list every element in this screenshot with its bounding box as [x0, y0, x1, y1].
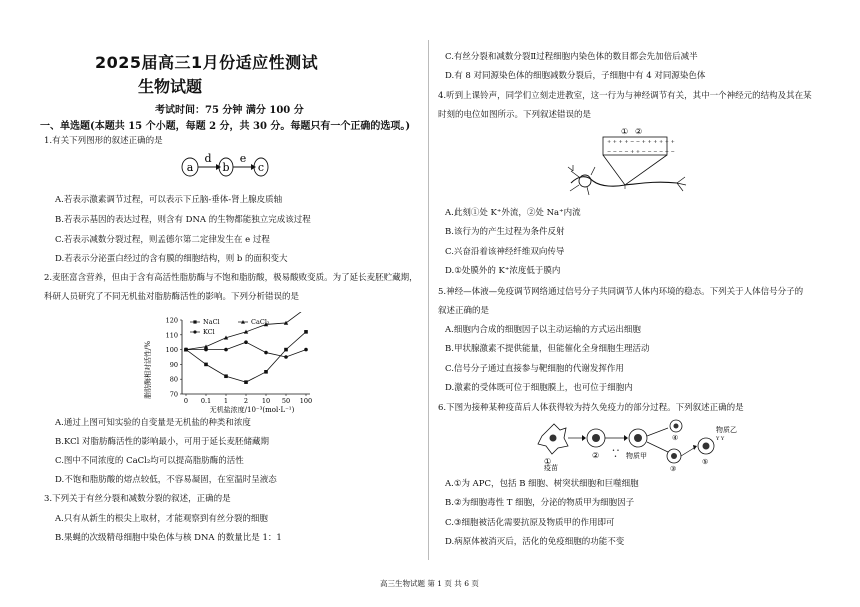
- y-tick-label: 70: [169, 390, 178, 399]
- q5-option-d: D.激素的受体既可位于细胞膜上，也可位于细胞内: [445, 383, 633, 393]
- point-0-2: [224, 374, 228, 378]
- q6-option-a: A.①为 APC，包括 B 细胞、树突状细胞和巨噬细胞: [445, 479, 639, 489]
- point-0-5: [284, 348, 288, 352]
- section-heading: 一、单选题(本题共 15 个小题，每题 2 分，共 30 分。每题只有一个正确的选项。): [40, 121, 411, 132]
- q1-option-d: D.若表示分泌蛋白经过的含有膜的细胞结构，则 b 的面积变大: [55, 254, 288, 264]
- neuron-body: [571, 177, 677, 186]
- subject-title: 生物试题: [138, 77, 203, 96]
- point-0-3: [244, 380, 248, 384]
- edge-e: e: [239, 153, 247, 165]
- y-axis-label: 脂肪酶相对活性/%: [144, 340, 152, 400]
- exam-title: 2025届高三1月份适应性测试: [95, 53, 319, 72]
- q2-stem-line1: 2.麦胚富含营养，但由于含有高活性脂肪酶与不饱和脂肪酸，极易酸败变质。为了延长麦胚贮藏期，: [44, 273, 418, 283]
- q5-option-a: A.细胞内合成的细胞因子以主动运输的方式运出细胞: [445, 325, 641, 335]
- q4-option-d: D.①处膜外的 K⁺浓度低于膜内: [445, 266, 561, 276]
- q1-option-c: C.若表示减数分裂过程，则孟德尔第二定律发生在 e 过程: [55, 235, 270, 245]
- y-tick-label: 120: [165, 316, 178, 325]
- edge-d: d: [204, 153, 212, 165]
- svg-text:+ + + + − − + + + + + +: + + + + − − + + + + + +: [607, 139, 675, 145]
- series-line-0: [186, 332, 306, 382]
- point-2-5: [284, 355, 288, 359]
- q4-option-b: B.该行为的产生过程为条件反射: [445, 227, 565, 237]
- point-2-2: [224, 348, 228, 352]
- y-tick-label: 90: [169, 360, 178, 369]
- marker-1: ①: [621, 127, 629, 136]
- column-divider: [428, 40, 429, 560]
- point-0-1: [204, 363, 208, 367]
- substance-b-label: 物质乙: [716, 426, 737, 434]
- y-axis-label-group: [143, 341, 152, 399]
- marker-c4: ④: [672, 434, 679, 442]
- point-0-4: [264, 370, 268, 374]
- q2-option-c: C.图中不同浓度的 CaCl₂均可以提高脂肪酶的活性: [55, 456, 244, 466]
- y-tick-label: 110: [165, 331, 178, 340]
- vaccine-label: 疫苗: [544, 464, 558, 472]
- q1-stem: 1.有关下列图形的叙述正确的是: [44, 136, 163, 146]
- immune-diagram: [530, 418, 745, 473]
- point-2-4: [264, 351, 268, 355]
- q5-option-b: B.甲状腺激素不提供能量，但能催化全身细胞生理活动: [445, 344, 650, 354]
- svg-text:• •: • •: [612, 448, 620, 454]
- x-axis-label: 无机盐浓度/10⁻³(mol·L⁻¹): [209, 406, 295, 414]
- q6-option-c: C.③细胞被活化需要抗原及物质甲的作用即可: [445, 518, 615, 528]
- q2-stem-line2: 科研人员研究了不同无机盐对脂肪酶活性的影响。下列分析错误的是: [44, 292, 300, 302]
- x-tick-label: 100: [299, 397, 313, 405]
- x-tick-label: 0: [183, 397, 189, 405]
- q2-option-a: A.通过上图可知实验的自变量是无机盐的种类和浓度: [55, 418, 251, 428]
- q5-stem-line1: 5.神经—体液—免疫调节网络通过信号分子共同调节人体内环境的稳态。下列关于人体信号分子的: [438, 287, 804, 297]
- node-b: b: [222, 161, 230, 174]
- x-tick-label: 50: [281, 397, 291, 405]
- point-0-6: [304, 330, 308, 334]
- q4-option-a: A.此刻①处 K⁺外流，②处 Na⁺内流: [445, 208, 581, 218]
- page-footer: 高三生物试题 第 1 页 共 6 页: [380, 579, 479, 588]
- q6-option-d: D.病原体被消灭后，活化的免疫细胞的功能不变: [445, 537, 625, 547]
- point-2-3: [244, 340, 248, 344]
- lipase-activity-chart: [140, 312, 330, 416]
- axon-cone: [603, 155, 667, 185]
- legend-marker-2: [193, 330, 196, 333]
- q4-stem-line1: 4.听到上课铃声，同学们立刻走进教室，这一行为与神经调节有关，其中一个神经元的结构及其在某: [438, 91, 812, 101]
- y-tick-label: 100: [165, 346, 178, 355]
- q3-stem: 3.下列关于有丝分裂和减数分裂的叙述，正确的是: [44, 494, 231, 504]
- q5-option-c: C.信号分子通过直接参与靶细胞的代谢发挥作用: [445, 364, 624, 374]
- q4-stem-line2: 时刻的电位如图所示。下列叙述错误的是: [438, 110, 592, 120]
- neuron-diagram: [565, 125, 690, 200]
- x-tick-label: 1: [223, 397, 229, 405]
- series-line-2: [186, 342, 306, 357]
- marker-c1: ①: [544, 457, 552, 466]
- q6-stem: 6.下图为接种某种疫苗后人体获得较为持久免疫力的部分过程。下列叙述正确的是: [438, 403, 744, 413]
- q3-option-b: B.果蝇的次级精母细胞中染色体与核 DNA 的数量比是 1：1: [55, 533, 282, 543]
- q6-option-b: B.②为细胞毒性 T 细胞，分泌的物质甲为细胞因子: [445, 498, 635, 508]
- node-a: a: [186, 161, 194, 174]
- marker-c3: ③: [670, 465, 677, 473]
- node-c: c: [257, 161, 265, 174]
- q1-option-a: A.若表示激素调节过程，可以表示下丘脑-垂体-肾上腺皮质轴: [55, 195, 283, 205]
- legend-marker-0: [193, 320, 196, 323]
- svg-text:− − − − + + − − − − − −: − − − − + + − − − − − −: [607, 149, 675, 155]
- q1-diagram: [180, 153, 270, 181]
- point-2-0: [184, 348, 188, 352]
- legend-label-2: KCl: [203, 328, 215, 336]
- q4-option-c: C.兴奋沿着该神经纤维双向传导: [445, 247, 565, 257]
- point-2-1: [204, 348, 208, 352]
- substance-a-label: 物质甲: [626, 452, 647, 460]
- x-tick-label: 10: [261, 397, 271, 405]
- legend-label-0: NaCl: [203, 318, 220, 326]
- q3-option-c: C.有丝分裂和减数分裂Ⅱ过程细胞内染色体的数目都会先加倍后减半: [445, 52, 698, 62]
- legend-label-1: CaCl₂: [251, 318, 270, 326]
- q2-option-b: B.KCl 对脂肪酶活性的影响最小，可用于延长麦胚储藏期: [55, 437, 269, 447]
- point-2-6: [304, 348, 308, 352]
- q3-option-d: D.有 8 对同源染色体的细胞减数分裂后，子细胞中有 4 对同源染色体: [445, 71, 706, 81]
- x-tick-label: 0.1: [200, 397, 212, 405]
- q1-option-b: B.若表示基因的表达过程，则含有 DNA 的生物都能独立完成该过程: [55, 215, 311, 225]
- q3-option-a: A.只有从新生的根尖上取材，才能观察到有丝分裂的细胞: [55, 514, 268, 524]
- q5-stem-line2: 叙述正确的是: [438, 306, 490, 316]
- q2-option-d: D.不饱和脂肪酸的熔点较低，不容易凝固，在室温时呈液态: [55, 475, 277, 485]
- svg-text:•: •: [614, 454, 617, 460]
- marker-2: ②: [635, 127, 643, 136]
- exam-meta: 考试时间：75 分钟 满分 100 分: [155, 105, 304, 116]
- marker-c5: ⑤: [702, 458, 709, 466]
- y-tick-label: 80: [169, 375, 178, 384]
- marker-c2: ②: [592, 451, 600, 460]
- x-tick-label: 2: [243, 397, 249, 405]
- svg-text:Y Y: Y Y: [716, 436, 725, 442]
